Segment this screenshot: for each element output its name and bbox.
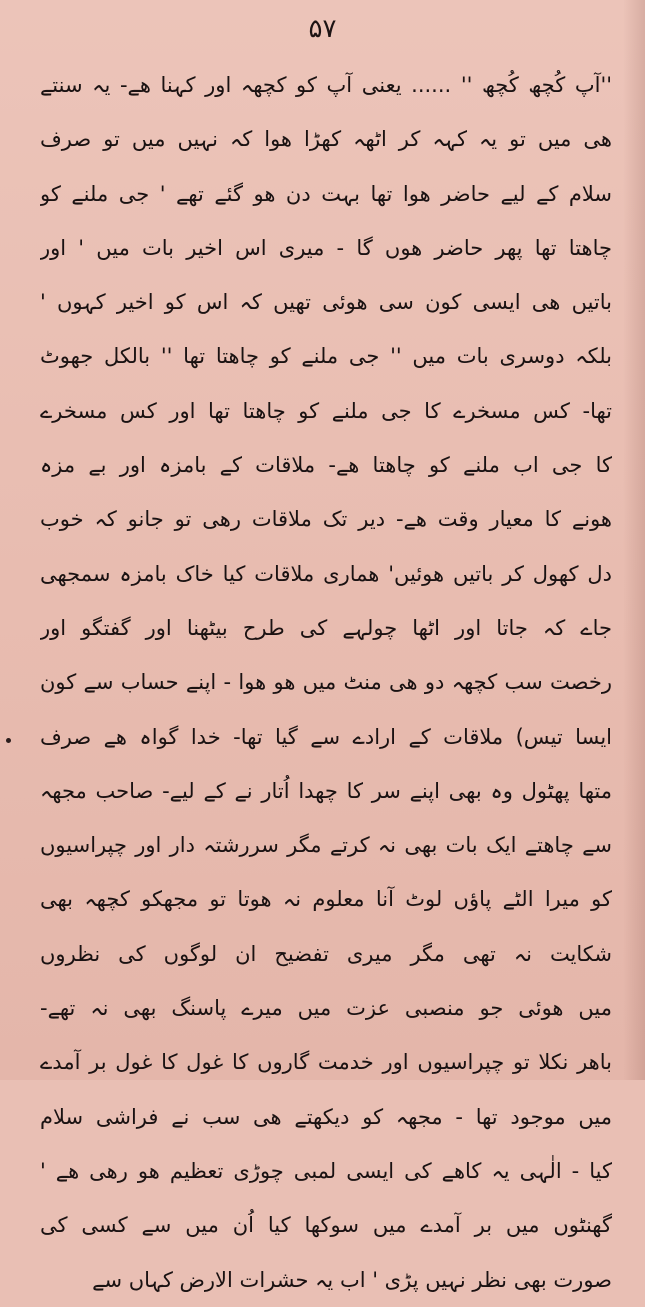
text-line: سلام کے لیے حاضر ھوا تھا بہت دن ھو گئے تھے ' جی ملنے کو — [40, 181, 612, 206]
text-line: متھا پھٹول وہ بھی اپنے سر کا چھدا اُتار نے کے لیے- صاحب مجھہ — [40, 778, 612, 803]
text-line: رخصت سب کچھہ دو ھی منٹ میں ھو ھوا - اپنے حساب سے کون — [40, 670, 612, 695]
text-line: کا جی اب ملنے کو چاھتا ھے- ملاقات کے بامزہ اور بے مزہ — [40, 453, 612, 478]
text-line: کو میرا الٹے پاؤں لوٹ آنا معلوم نہ ھوتا تو مجھکو کچھہ بھی — [40, 887, 612, 912]
text-line: گھنٹوں میں بر آمدے میں سوکھا کیا اُن میں سے کسی کی — [40, 1213, 612, 1238]
text-line: سے چاھتے ایک بات بھی نہ کرتے مگر سررشتہ دار اور چپراسیوں — [40, 833, 612, 858]
text-line: ھی میں تو یہ کہہ کر اٹھہ کھڑا ھوا کہ نہیں میں تو صرف — [40, 127, 612, 152]
text-line: چاھتا تھا پھر حاضر ھوں گا - میری اس اخیر بات میں ' اور — [40, 235, 612, 260]
page-text-body — [40, 58, 612, 1307]
text-line: میں ھوئی جو منصبی عزت میں میرے پاسنگ بھی نہ تھے- — [40, 996, 612, 1021]
page-edge-shadow — [623, 0, 645, 1080]
text-line: ھونے کا معیار وقت ھے- دیر تک ملاقات رھی تو جانو کہ خوب — [40, 507, 612, 532]
text-line: کیا - الٰہی یہ کاھے کی ایسی لمبی چوڑی تعظیم ھو رھی ھے ' — [40, 1158, 612, 1183]
text-line: باھر نکلا تو چپراسیوں اور خدمت گاروں کا غول کا غول بر آمدے — [40, 1050, 612, 1075]
text-line: صورت بھی نظر نہیں پڑی ' اب یہ حشرات الارض کہاں سے — [92, 1267, 612, 1292]
text-line: ایسا تیس) ملاقات کے ارادے سے گیا تھا- خدا گواہ ھے صرف — [40, 724, 612, 749]
text-line: جاے کہ جاتا اور اٹھا چولہے کی طرح بیٹھنا اور گفتگو اور — [40, 615, 612, 640]
margin-mark — [6, 738, 11, 743]
text-line: تھا- کس مسخرے کا جی ملنے کو چاھتا تھا اور کس مسخرے — [40, 398, 612, 423]
text-line: میں موجود تھا - مجھہ کو دیکھتے ھی سب نے فراشی سلام — [40, 1104, 612, 1129]
text-line: ''آپ کُچھ کُچھ '' ...... یعنی آپ کو کچھہ اور کہنا ھے- یہ سنتے — [40, 73, 612, 97]
page-number: ۵۷ — [308, 14, 337, 44]
text-line: باتیں ھی ایسی کون سی ھوئی تھیں کہ اس کو اخیر کہوں ' — [40, 290, 612, 315]
text-line: شکایت نہ تھی مگر میری تفضیح ان لوگوں کی نظروں — [40, 941, 612, 966]
text-line: بلکہ دوسری بات میں '' جی ملنے کو چاھتا تھا '' بالکل جھوٹ — [40, 344, 612, 369]
text-line: دل کھول کر باتیں ھوئیں' ھماری ملاقات کیا خاک بامزہ سمجھی — [40, 561, 612, 586]
